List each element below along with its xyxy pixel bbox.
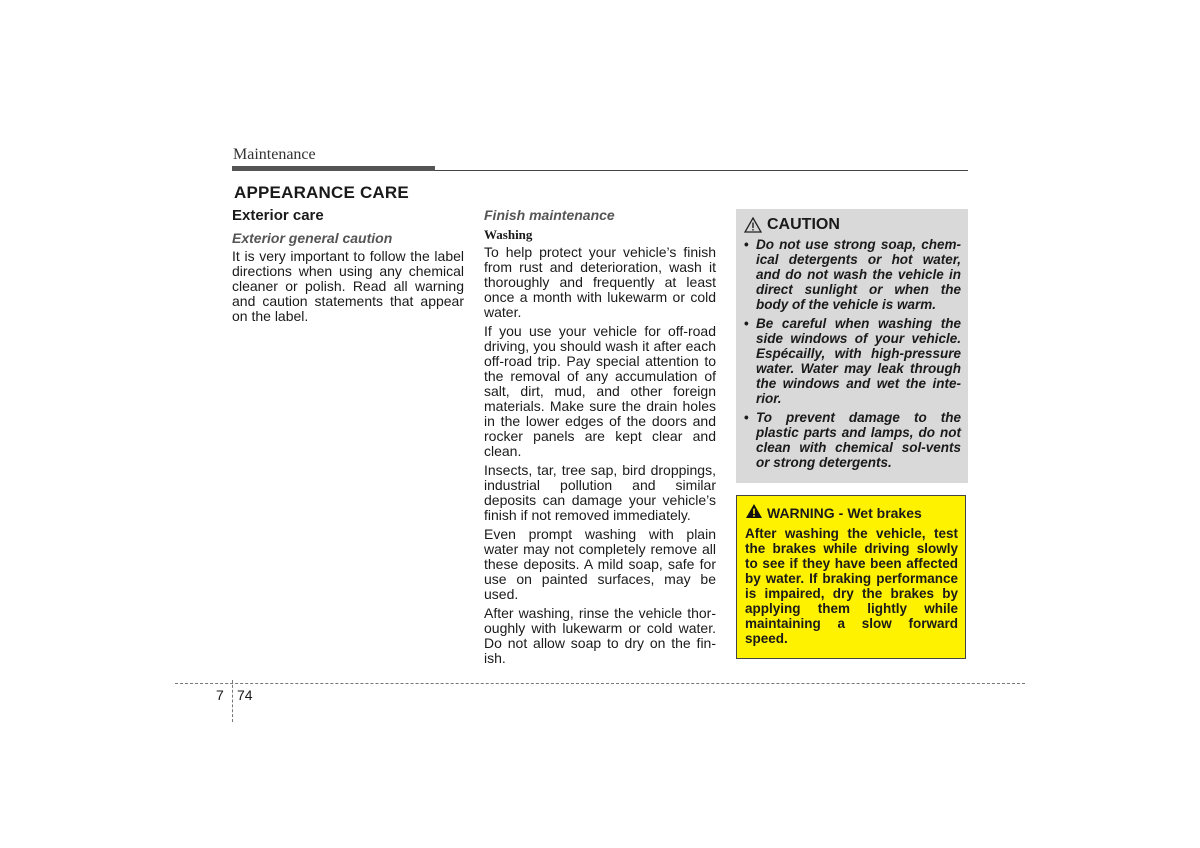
caution-box <box>736 209 968 483</box>
paragraph: To help protect your vehicle’s finish from rust and deterioration, wash it thoroughly and frequently at least once a month with lukewarm or cold water. <box>484 244 716 320</box>
caution-item <box>744 237 961 312</box>
finish-maintenance-heading: Finish maintenance <box>484 207 615 223</box>
bullet-icon: • <box>744 316 749 331</box>
paragraph: If you use your vehicle for off-road driving, you should wash it after each off-road trip. Pay special attention to the removal of any accumulation of salt, dirt, mud, and other foreign materials. Make sure the drain holes in the lower edges of the doors and rocker panels are kept clear and clean. <box>484 323 716 459</box>
exterior-general-caution-heading: Exterior general caution <box>232 230 393 246</box>
chapter-number: 7 <box>216 687 224 703</box>
warning-title-row <box>745 503 958 523</box>
header-rule-thin <box>435 170 968 171</box>
footer-rule <box>175 683 1025 684</box>
bullet-icon: • <box>744 410 749 425</box>
exterior-care-heading: Exterior care <box>232 207 324 224</box>
warning-text: After washing the vehicle, test the brakes while driving slowly to see if they have been affected by water. If braking performance is impaired, dry the brakes by applying them lightly while maintaining a slow forward speed. <box>745 526 958 646</box>
caution-title-row <box>744 215 961 235</box>
paragraph: Insects, tar, tree sap, bird droppings, industrial pollution and similar deposits can damage your vehicle’s finish if not removed immediately. <box>484 462 716 523</box>
page-title: APPEARANCE CARE <box>234 183 409 202</box>
caution-title: CAUTION <box>767 216 840 233</box>
header-rule-thick <box>232 166 435 171</box>
caution-item-text: Do not use strong soap, chem-ical detergents or hot water, and do not wash the vehicle in direct sunlight or when the body of the vehicle is warm. <box>756 237 961 312</box>
caution-item <box>744 410 961 470</box>
footer-divider <box>232 680 233 722</box>
caution-item <box>744 316 961 406</box>
washing-heading: Washing <box>484 227 533 242</box>
column-2 <box>484 207 716 670</box>
warning-subtitle: Wet brakes <box>847 505 922 521</box>
warning-title: WARNING <box>767 505 835 521</box>
warning-separator: - <box>838 505 844 521</box>
paragraph: After washing, rinse the vehicle thor-oughly with lukewarm or cold water. Do not allow soap to dry on the fin-ish. <box>484 605 716 666</box>
column-1 <box>232 207 464 328</box>
section-header: Maintenance <box>233 146 316 163</box>
column-3 <box>736 209 968 483</box>
paragraph: Even prompt washing with plain water may not completely remove all these deposits. A mild soap, safe for use on painted surfaces, may be used. <box>484 526 716 602</box>
page-number: 74 <box>237 687 253 703</box>
caution-item-text: To prevent damage to the plastic parts and lamps, do not clean with chemical sol-vents or strong detergents. <box>756 410 961 470</box>
caution-list <box>744 237 961 470</box>
warning-triangle-icon <box>745 503 763 523</box>
caution-item-text: Be careful when washing the side windows of your vehicle. Espécailly, with high-pressure water. Water may leak through the windows and wet the inte-rior. <box>756 316 961 406</box>
paragraph: It is very important to follow the label directions when using any chemical cleaner or polish. Read all warning and caution statements that appear on the label. <box>232 248 464 324</box>
warning-box <box>736 495 966 659</box>
bullet-icon: • <box>744 237 749 252</box>
caution-triangle-icon <box>744 217 762 233</box>
